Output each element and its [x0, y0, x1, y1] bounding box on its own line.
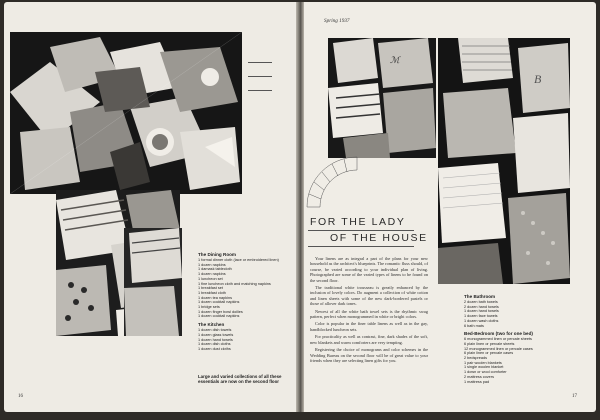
list-item: 6 bath mats [464, 323, 484, 328]
monogrammed-towels-photo [328, 38, 436, 158]
list-item: 1 formal dinner cloth (lace or embroidered linen) [198, 258, 279, 262]
bath-linens-photo [438, 38, 570, 284]
list-item: 12 monogrammed linen or percale cases [464, 346, 533, 351]
kitchen-heading: The Kitchen [198, 322, 225, 328]
list-item: 6 plain linen or percale cases [464, 351, 514, 356]
list-item: 1 dozen dust cloths [198, 346, 231, 351]
list-item: 1 dozen wash cloths [464, 318, 499, 323]
dining-room-list [198, 252, 288, 352]
list-item: 1 luncheon set [198, 276, 223, 281]
table-linens-photo [10, 32, 242, 194]
article-body [310, 256, 428, 365]
bedroom-heading: Bed-Bedroom (two for one bed) [464, 331, 533, 337]
list-item: 2 dozen hand towels [464, 304, 499, 309]
title-rule [308, 246, 414, 247]
list-item: 1 dozen dish cloths [198, 342, 231, 347]
list-item: 1 dozen cocktail napkins [198, 300, 240, 305]
kitchen-towels-photo-detail [124, 228, 182, 336]
bathroom-heading: The Bathroom [464, 294, 496, 299]
magazine-spread [4, 2, 596, 414]
list-item: 1 pair woolen blankets [464, 360, 502, 365]
list-item: 1 damask tablecloth [198, 267, 232, 272]
body-paragraph: Color is popular in the finer table linens as well as in the gay, handblocked luncheon sets. [310, 321, 428, 332]
list-item: 1 bridge sets [198, 305, 220, 310]
left-page [4, 2, 298, 412]
svg-text:B: B [534, 72, 542, 86]
body-paragraph: The traditional white trousseau is greatly enhanced by the inclusion of lovely colors. Do augment a collection of white cotton and linen sheets with some of the new dark-bordered pastels or those of allover dark tones. [310, 285, 428, 307]
decor-rule [248, 76, 272, 77]
list-item: 1 dozen napkins [198, 262, 226, 267]
list-item: 1 dozen cocktail napkins [198, 314, 240, 319]
dining-room-heading: The Dining Room [198, 252, 237, 257]
running-head: Spring 1937 [324, 18, 350, 24]
decor-rule [248, 62, 272, 63]
list-item: 2 dozen bath towels [464, 300, 498, 304]
list-item: 1 dozen dish towels [198, 328, 232, 333]
article-title-line-1: FOR THE LADY [310, 216, 406, 228]
list-item: 1 single woolen blanket [464, 365, 504, 370]
list-item: 2 bedspreads [464, 356, 488, 361]
list-item: 1 mattress pad [464, 379, 490, 384]
right-page [302, 2, 596, 412]
list-item: 1 dozen napkins [198, 272, 226, 277]
list-item: 6 plain linen or percale sheets [464, 341, 515, 346]
list-item: 1 dozen glass towels [198, 332, 234, 337]
body-paragraph: Your linens are as integral a part of the plans for your new household as the architect's blueprints. The romantic fluss should, of course, be varied according to your individual plan of living. Photographed are some of the varied types of linens to be found on the second floor. [310, 256, 428, 283]
list-item: 1 breakfast set [198, 286, 223, 291]
page-number: 17 [572, 394, 577, 399]
list-item: 1 fine luncheon cloth and matching napkins [198, 281, 271, 286]
list-item: 1 down or wool comforter [464, 370, 507, 375]
body-paragraph: Registering the choice of monograms and color schemes in the Wedding Bureau on the second floor will be of great value to your friends when they are selecting linen gifts for you. [310, 347, 428, 363]
staircase-illustration [302, 152, 362, 222]
list-item: 6 monogrammed linen or percale sheets [464, 337, 532, 342]
list-item: 1 dozen face towels [464, 314, 498, 319]
list-item: 1 dozen tea napkins [198, 295, 232, 300]
bathroom-bedroom-list [464, 294, 574, 384]
list-item: 1 dozen hand towels [464, 309, 499, 314]
decor-rule [248, 90, 272, 91]
list-item: 2 mattress covers [464, 374, 494, 379]
second-floor-note: Large and varied collections of all these essentials are now on the second floor [198, 374, 282, 385]
list-item: 1 breakfast cloth [198, 290, 226, 295]
body-paragraph: Newest of all the white bath towel sets is the rhythmic swag pattern, perfect when monogrammed in white or bright colors. [310, 308, 428, 320]
svg-text:ℳ: ℳ [390, 55, 400, 65]
title-rule [308, 230, 414, 231]
article-title-line-2: OF THE HOUSE [330, 232, 428, 244]
list-item: 1 dozen finger bowl doilies [198, 309, 243, 314]
binding-gutter [296, 2, 304, 412]
page-number: 16 [18, 394, 23, 399]
list-item: 1 dozen hand towels [198, 337, 233, 342]
body-paragraph: For practicality as well as contrast, fine, dark shades of the soft, new blankets and warm comforters are very tempting. [310, 334, 428, 345]
